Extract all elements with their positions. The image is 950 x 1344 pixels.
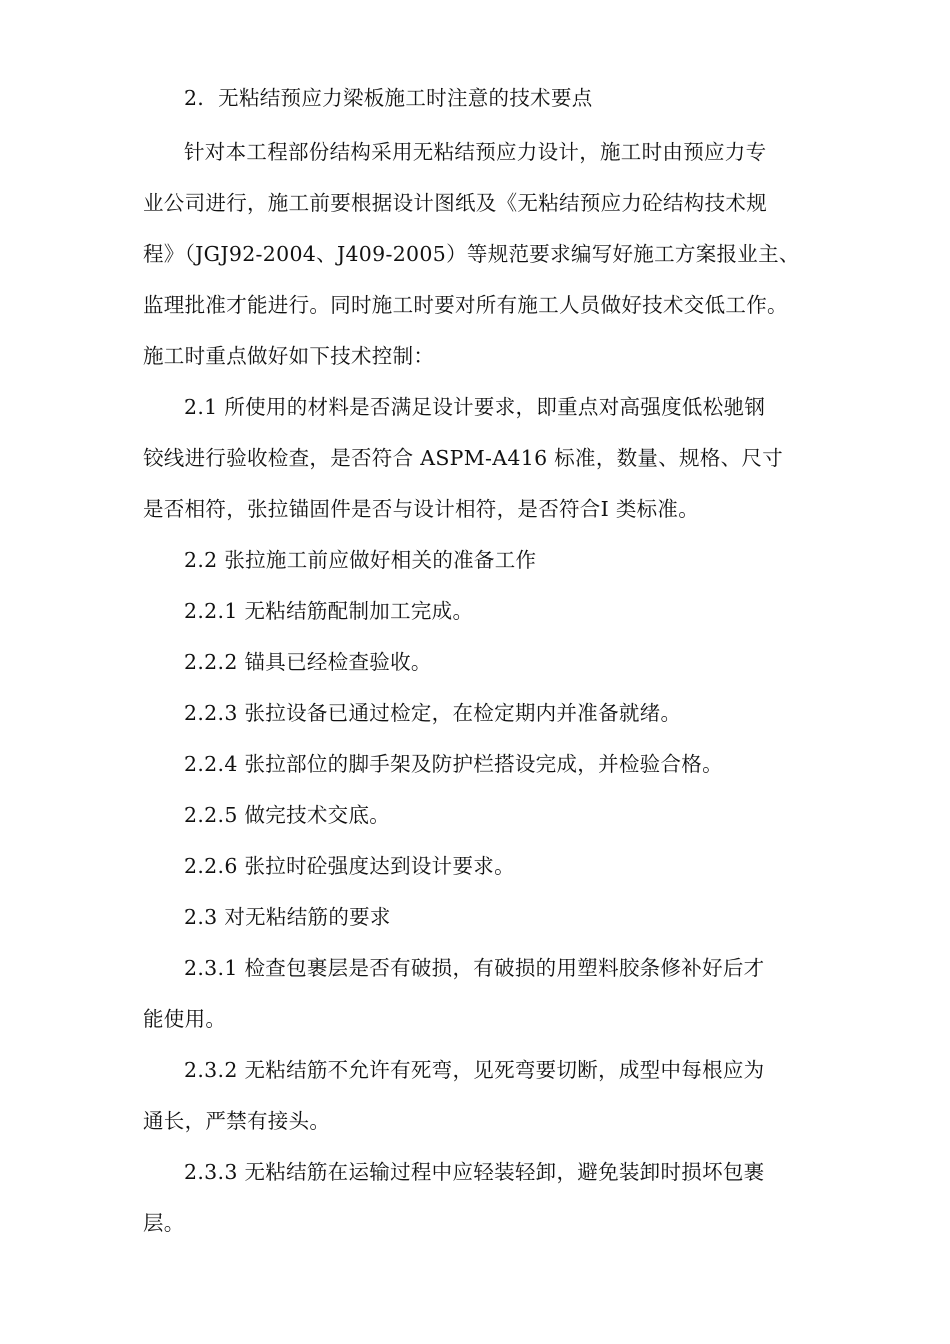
section-2-3-3 [143,1147,813,1249]
section-2-2-2 [143,637,813,688]
section-2-2-3-text: 2.2.3 张拉设备已通过检定，在检定期内并准备就绪。 [184,701,682,725]
document-body [143,78,813,1249]
intro-paragraph [143,127,813,382]
section-2-1-line: 铰线进行验收检查，是否符合 ASPM-A416 标准，数量、规格、尺寸 [143,446,784,470]
section-2-1 [143,382,813,535]
section-2-3-1 [143,943,813,1045]
section-2-3-2-line: 2.3.2 无粘结筋不允许有死弯，见死弯要切断，成型中每根应为 [184,1058,765,1082]
section-2-2-6-text: 2.2.6 张拉时砼强度达到设计要求。 [184,854,515,878]
section-2-2-5-text: 2.2.5 做完技术交底。 [184,803,391,827]
heading-text: 2．无粘结预应力梁板施工时注意的技术要点 [184,86,593,110]
section-2-3-1-line: 2.3.1 检查包裹层是否有破损，有破损的用塑料胶条修补好后才 [184,956,765,980]
intro-line: 程》（JGJ92-2004、J409-2005）等规范要求编写好施工方案报业主、 [143,242,800,266]
section-2-2-6 [143,841,813,892]
section-2-2 [143,535,813,586]
section-2-2-5 [143,790,813,841]
intro-line: 施工时重点做好如下技术控制： [143,344,435,368]
section-heading [143,78,813,118]
intro-line: 针对本工程部份结构采用无粘结预应力设计，施工时由预应力专 [184,140,767,164]
section-2-3-1-line: 能使用。 [143,1007,227,1031]
intro-line: 监理批准才能进行。同时施工时要对所有施工人员做好技术交低工作。 [143,293,788,317]
section-2-3-3-line: 层。 [143,1211,185,1235]
section-2-3-text: 2.3 对无粘结筋的要求 [184,905,391,929]
section-2-3-2-line: 通长，严禁有接头。 [143,1109,331,1133]
section-2-2-4 [143,739,813,790]
section-2-3 [143,892,813,943]
section-2-2-3 [143,688,813,739]
section-2-2-1 [143,586,813,637]
section-2-2-text: 2.2 张拉施工前应做好相关的准备工作 [184,548,537,572]
section-2-1-line: 是否相符，张拉锚固件是否与设计相符，是否符合Ⅰ 类标准。 [143,497,700,521]
section-2-3-3-line: 2.3.3 无粘结筋在运输过程中应轻装轻卸，避免装卸时损坏包裹 [184,1160,765,1184]
section-2-2-1-text: 2.2.1 无粘结筋配制加工完成。 [184,599,474,623]
section-2-2-4-text: 2.2.4 张拉部位的脚手架及防护栏搭设完成，并检验合格。 [184,752,723,776]
intro-line: 业公司进行，施工前要根据设计图纸及《无粘结预应力砼结构技术规 [143,191,767,215]
section-2-3-2 [143,1045,813,1147]
section-2-2-2-text: 2.2.2 锚具已经检查验收。 [184,650,432,674]
section-2-1-line: 2.1 所使用的材料是否满足设计要求，即重点对高强度低松驰钢 [184,395,766,419]
